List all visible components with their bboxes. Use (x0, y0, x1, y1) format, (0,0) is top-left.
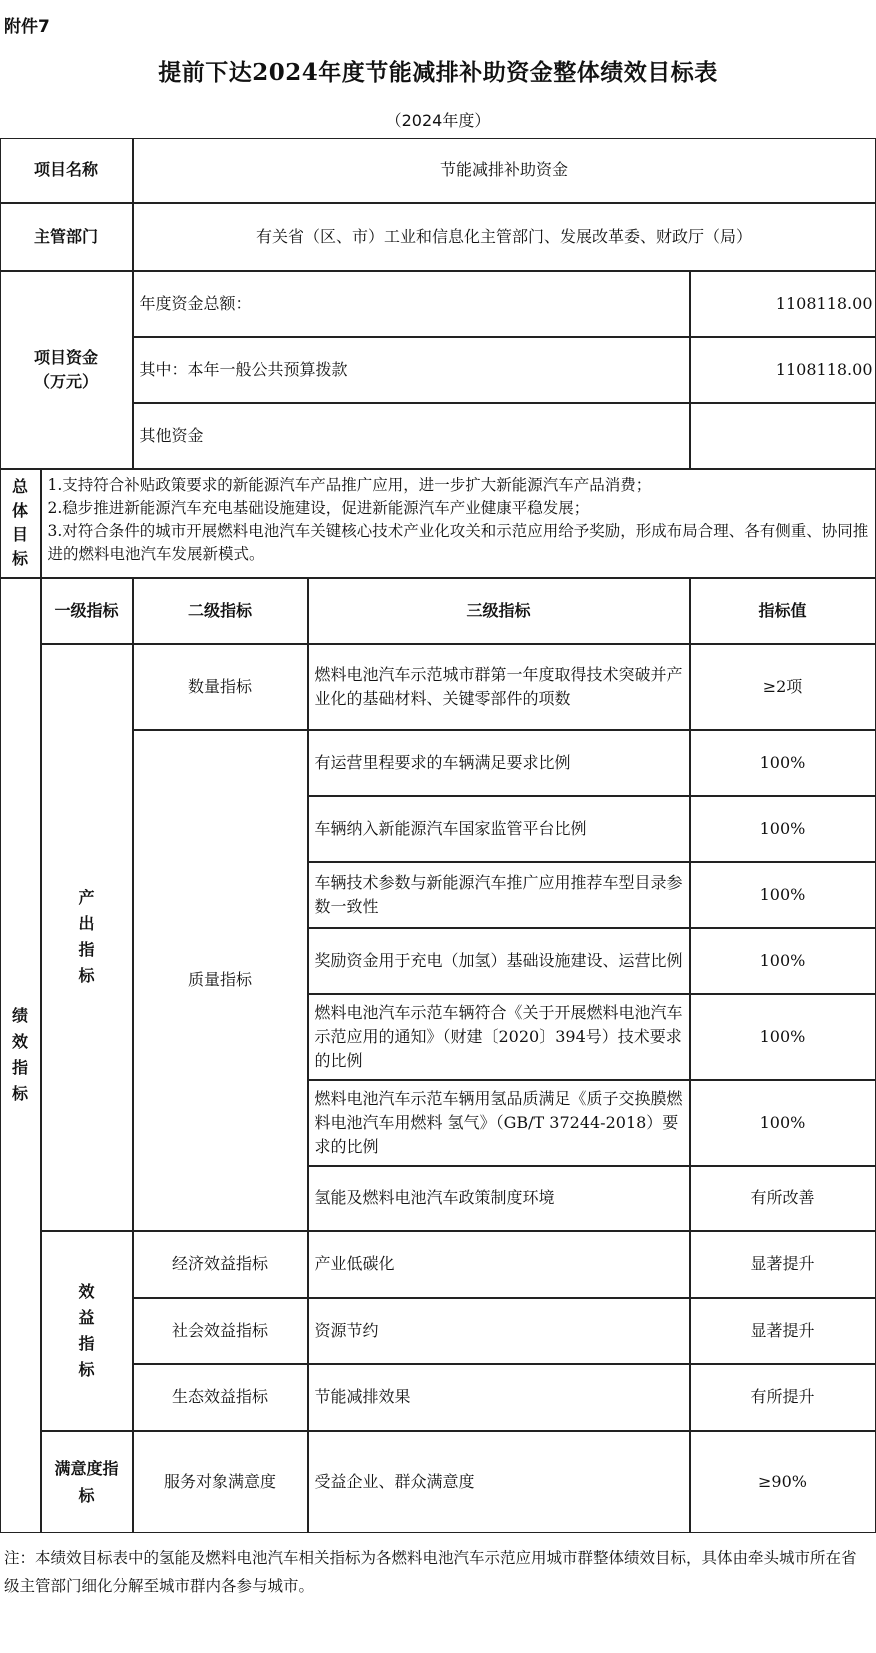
benefit-level2: 经济效益指标 (133, 1231, 308, 1298)
funds-unit: （万元） (33, 371, 98, 391)
satisfaction-indicator-label: 满意度指标 (41, 1431, 133, 1533)
project-name-value: 节能减排补助资金 (133, 138, 876, 203)
header-level1: 一级指标 (41, 578, 133, 644)
benefit-row-text: 节能减排效果 (308, 1364, 690, 1431)
quality-row-value: 100% (690, 730, 876, 796)
satisfaction-level2: 服务对象满意度 (133, 1431, 308, 1533)
performance-label (0, 578, 41, 1533)
quality-row-value: 100% (690, 928, 876, 994)
funds-other-label: 其他资金 (133, 403, 690, 469)
quality-row-text: 氢能及燃料电池汽车政策制度环境 (308, 1166, 690, 1231)
benefit-row-value: 显著提升 (690, 1231, 876, 1298)
header-level2: 二级指标 (133, 578, 308, 644)
department-label: 主管部门 (0, 203, 133, 271)
satisfaction-row-text: 受益企业、群众满意度 (308, 1431, 690, 1533)
funds-budget-label: 其中：本年一般公共预算拨款 (133, 337, 690, 403)
funds-other-value (690, 403, 876, 469)
quality-row-value: 有所改善 (690, 1166, 876, 1231)
output-indicator-label (41, 644, 133, 1231)
attachment-label: 附件7 (4, 17, 50, 37)
header-value: 指标值 (690, 578, 876, 644)
overall-goal-char: 标 (11, 549, 28, 568)
output-char: 出 (78, 914, 95, 933)
overall-goal-label (0, 469, 41, 578)
funds-label-cell (0, 271, 133, 469)
benefit-char: 指 (78, 1333, 95, 1353)
quality-row-value: 100% (690, 1080, 876, 1166)
benefit-char: 标 (78, 1359, 95, 1379)
funds-total-value: 1108118.00 (690, 271, 876, 337)
satisfaction-row-value: ≥90% (690, 1431, 876, 1533)
output-char: 产 (78, 888, 95, 907)
footnote: 注：本绩效目标表中的氢能及燃料电池汽车相关指标为各燃料电池汽车示范应用城市群整体绩效目标，具体由牵头城市所在省级主管部门细化分解至城市群内各参与城市。 (4, 1549, 857, 1595)
benefit-row-value: 有所提升 (690, 1364, 876, 1431)
goal-item: 2.稳步推进新能源汽车充电基础设施建设，促进新能源汽车产业健康平稳发展； (47, 498, 590, 517)
project-name-label: 项目名称 (0, 138, 133, 203)
output-char: 标 (78, 966, 95, 985)
output-char: 指 (78, 940, 95, 959)
quality-row-text: 奖励资金用于充电（加氢）基础设施建设、运营比例 (308, 928, 690, 994)
benefit-char: 效 (78, 1281, 95, 1301)
department-value: 有关省（区、市）工业和信息化主管部门、发展改革委、财政厅（局） (133, 203, 876, 271)
funds-total-label: 年度资金总额： (133, 271, 690, 337)
quantity-indicator-label: 数量指标 (133, 644, 308, 730)
header-level3: 三级指标 (308, 578, 690, 644)
benefit-indicator-label (41, 1231, 133, 1431)
funds-label: 项目资金 (33, 347, 98, 367)
goal-item: 1.支持符合补贴政策要求的新能源汽车产品推广应用，进一步扩大新能源汽车产品消费； (47, 475, 652, 494)
year-subtitle: （2024年度） (385, 111, 491, 130)
quality-row-value: 100% (690, 796, 876, 862)
quantity-row-text: 燃料电池汽车示范城市群第一年度取得技术突破并产业化的基础材料、关键零部件的项数 (308, 644, 690, 730)
benefit-row-value: 显著提升 (690, 1298, 876, 1364)
quality-row-text: 有运营里程要求的车辆满足要求比例 (308, 730, 690, 796)
overall-goal-char: 目 (11, 525, 28, 544)
overall-goal-content (41, 469, 876, 578)
benefit-level2: 社会效益指标 (133, 1298, 308, 1364)
quantity-row-value: ≥2项 (690, 644, 876, 730)
quality-row-text: 车辆纳入新能源汽车国家监管平台比例 (308, 796, 690, 862)
overall-goal-char: 总 (11, 477, 28, 496)
overall-goal-char: 体 (11, 501, 28, 520)
benefit-char: 益 (78, 1307, 95, 1327)
quality-row-value: 100% (690, 862, 876, 928)
quality-row-value: 100% (690, 994, 876, 1080)
benefit-row-text: 产业低碳化 (308, 1231, 690, 1298)
funds-budget-value: 1108118.00 (690, 337, 876, 403)
quality-indicator-label: 质量指标 (133, 730, 308, 1231)
benefit-row-text: 资源节约 (308, 1298, 690, 1364)
quality-row-text: 燃料电池汽车示范车辆用氢品质满足《质子交换膜燃料电池汽车用燃料 氢气》（GB/T 37244-2018）要求的比例 (308, 1080, 690, 1166)
benefit-level2: 生态效益指标 (133, 1364, 308, 1431)
quality-row-text: 车辆技术参数与新能源汽车推广应用推荐车型目录参数一致性 (308, 862, 690, 928)
page-title: 提前下达2024年度节能减排补助资金整体绩效目标表 (158, 59, 718, 86)
performance-char: 效 (11, 1032, 28, 1051)
performance-char: 指 (11, 1058, 28, 1077)
performance-table (0, 138, 876, 1533)
performance-char: 标 (11, 1084, 28, 1103)
quality-row-text: 燃料电池汽车示范车辆符合《关于开展燃料电池汽车示范应用的通知》（财建〔2020〕394号）技术要求的比例 (308, 994, 690, 1080)
performance-char: 绩 (11, 1006, 28, 1025)
goal-item: 3.对符合条件的城市开展燃料电池汽车关键核心技术产业化攻关和示范应用给予奖励，形成布局合理、各有侧重、协同推进的燃料电池汽车发展新模式。 (47, 521, 869, 563)
